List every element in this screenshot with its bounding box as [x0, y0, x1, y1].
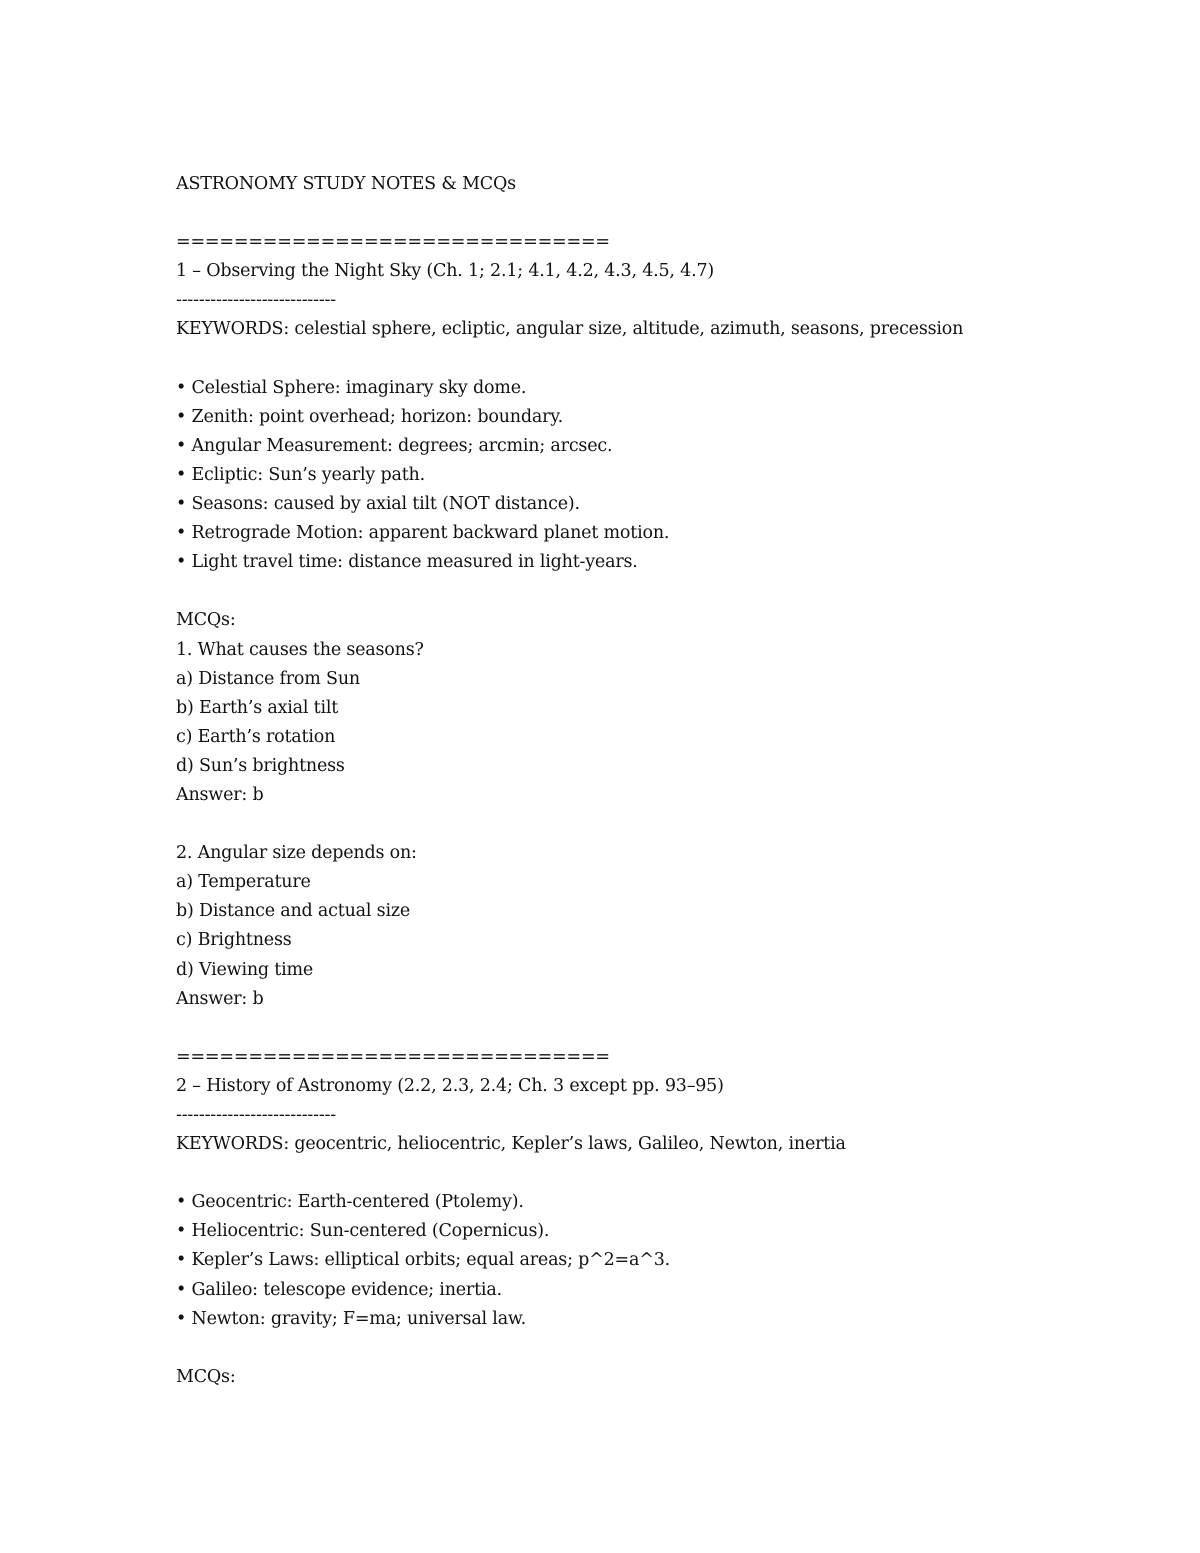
bullet-item: • Seasons: caused by axial tilt (NOT distance).: [176, 494, 580, 515]
section-rule-top: ==============================: [176, 1046, 610, 1067]
mcq-option: a) Distance from Sun: [176, 668, 360, 689]
spacer: [176, 1014, 1136, 1043]
document-body: [176, 170, 1136, 1392]
spacer: [176, 345, 1136, 374]
section-rule-bottom: ----------------------------: [176, 290, 336, 311]
document-title: ASTRONOMY STUDY NOTES & MCQs: [176, 174, 516, 194]
spacer: [176, 1159, 1136, 1188]
mcq-option: a) Temperature: [176, 872, 311, 893]
section-rule-bottom: ----------------------------: [176, 1105, 336, 1125]
mcq-option: b) Distance and actual size: [176, 901, 411, 922]
bullet-item: • Galileo: telescope evidence; inertia.: [176, 1279, 502, 1300]
mcq-label: MCQs:: [176, 610, 236, 631]
mcq-answer: Answer: b: [176, 784, 264, 805]
bullet-item: • Light travel time: distance measured in light-years.: [176, 552, 638, 573]
spacer: [176, 577, 1136, 606]
bullet-item: • Kepler’s Laws: elliptical orbits; equal areas; p^2=a^3.: [176, 1250, 670, 1271]
spacer: [176, 810, 1136, 839]
mcq-option: c) Brightness: [176, 930, 292, 951]
bullet-item: • Angular Measurement: degrees; arcmin; arcsec.: [176, 435, 613, 456]
mcq-label: MCQs:: [176, 1366, 236, 1387]
section-heading: 1 – Observing the Night Sky (Ch. 1; 2.1; 4.1, 4.2, 4.3, 4.5, 4.7): [176, 261, 715, 282]
bullet-item: • Heliocentric: Sun-centered (Copernicus).: [176, 1221, 550, 1242]
mcq-option: c) Earth’s rotation: [176, 726, 336, 747]
bullet-item: • Ecliptic: Sun’s yearly path.: [176, 464, 425, 485]
spacer: [176, 199, 1136, 228]
mcq-question: 1. What causes the seasons?: [176, 639, 424, 660]
bullet-item: • Retrograde Motion: apparent backward planet motion.: [176, 523, 670, 544]
section-heading: 2 – History of Astronomy (2.2, 2.3, 2.4; Ch. 3 except pp. 93–95): [176, 1075, 724, 1096]
mcq-answer: Answer: b: [176, 988, 264, 1009]
section-rule-top: ==============================: [176, 232, 610, 253]
mcq-question: 2. Angular size depends on:: [176, 843, 417, 864]
mcq-option: d) Sun’s brightness: [176, 755, 345, 776]
bullet-item: • Zenith: point overhead; horizon: boundary.: [176, 406, 563, 427]
bullet-item: • Celestial Sphere: imaginary sky dome.: [176, 377, 527, 398]
section-keywords: KEYWORDS: geocentric, heliocentric, Kepler’s laws, Galileo, Newton, inertia: [176, 1134, 846, 1155]
mcq-option: b) Earth’s axial tilt: [176, 697, 339, 718]
mcq-option: d) Viewing time: [176, 959, 314, 980]
bullet-item: • Geocentric: Earth-centered (Ptolemy).: [176, 1192, 524, 1213]
section-keywords: KEYWORDS: celestial sphere, ecliptic, angular size, altitude, azimuth, seasons, precession: [176, 319, 964, 340]
bullet-item: • Newton: gravity; F=ma; universal law.: [176, 1308, 527, 1329]
spacer: [176, 1334, 1136, 1363]
